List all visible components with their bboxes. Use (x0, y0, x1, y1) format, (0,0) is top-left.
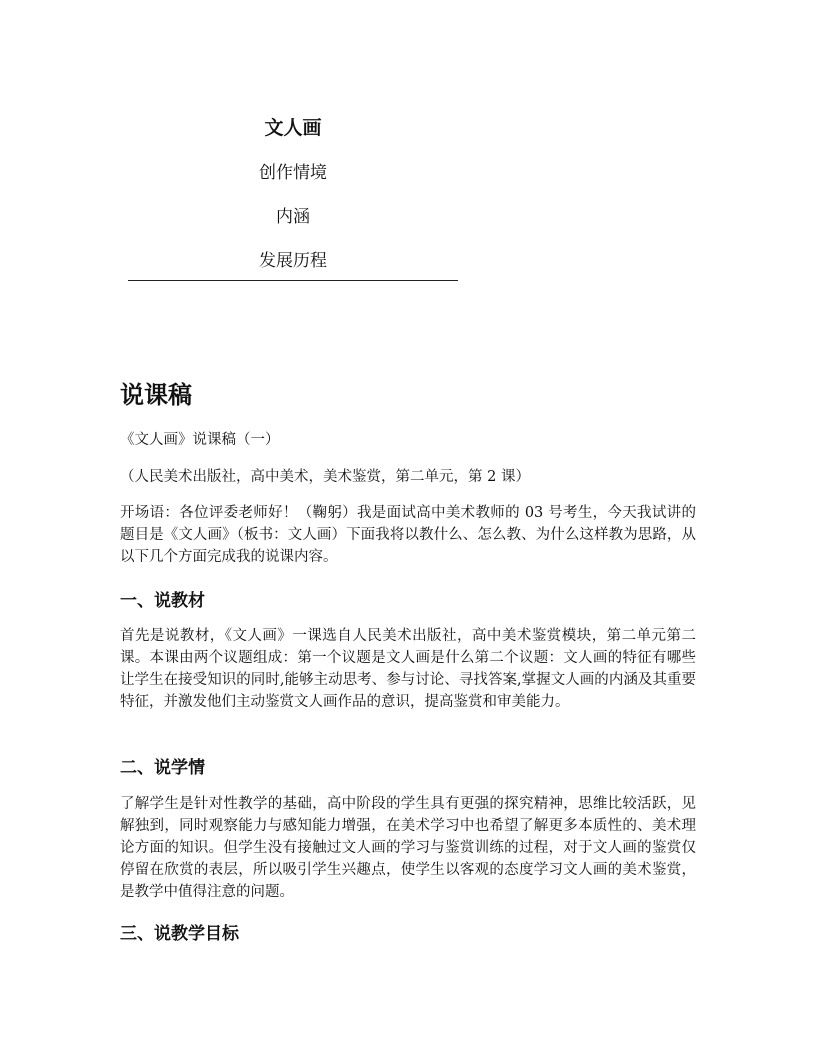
publisher-info: （人民美术出版社，高中美术，美术鉴赏，第二单元，第 2 课） (120, 469, 530, 485)
lecture-subtitle: 《文人画》说课稿（一） (120, 432, 280, 448)
section-body-students: 了解学生是针对性教学的基础，高中阶段的学生具有更强的探究精神，思维比较活跃，见解独到，同时观察能力与感知能力增强，在美术学习中也希望了解更多本质性的、美术理论方面的知识。但学生没有接触过文人画的学习与鉴赏训练的过程，对于文人画的鉴赏仅停留在欣赏的表层，所以吸引学生兴趣点，使学生以客观的态度学习文人画的美术鉴赏，是教学中值得注意的问题。 (120, 796, 696, 900)
section-heading-textbook: 一、说教材 (120, 591, 205, 611)
cover-item-connotation: 内涵 (276, 207, 310, 227)
cover-divider (128, 280, 458, 281)
opening-paragraph: 开场语：各位评委老师好！（鞠躬）我是面试高中美术教师的 03 号考生，今天我试讲的题目是《文人画》（板书：文人画）下面我将以教什么、怎么教、为什么这样教为思路，从以下几个方面完成我的说课内容。 (120, 505, 696, 565)
section-heading-students: 二、说学情 (120, 758, 205, 778)
document-heading: 说课稿 (120, 381, 192, 409)
section-body-textbook: 首先是说教材，《文人画》一课选自人民美术出版社，高中美术鉴赏模块，第二单元第二课。本课由两个议题组成：第一个议题是文人画是什么第二个议题：文人画的特征有哪些让学生在接受知识的同时,能够主动思考、参与讨论、寻找答案,掌握文人画的内涵及其重要特征，并激发他们主动鉴赏文人画作品的意识，提高鉴赏和审美能力。 (120, 628, 696, 710)
cover-item-context: 创作情境 (259, 163, 327, 183)
section-heading-objectives: 三、说教学目标 (120, 924, 239, 944)
cover-title: 文人画 (264, 117, 322, 139)
cover-item-history: 发展历程 (259, 251, 327, 271)
